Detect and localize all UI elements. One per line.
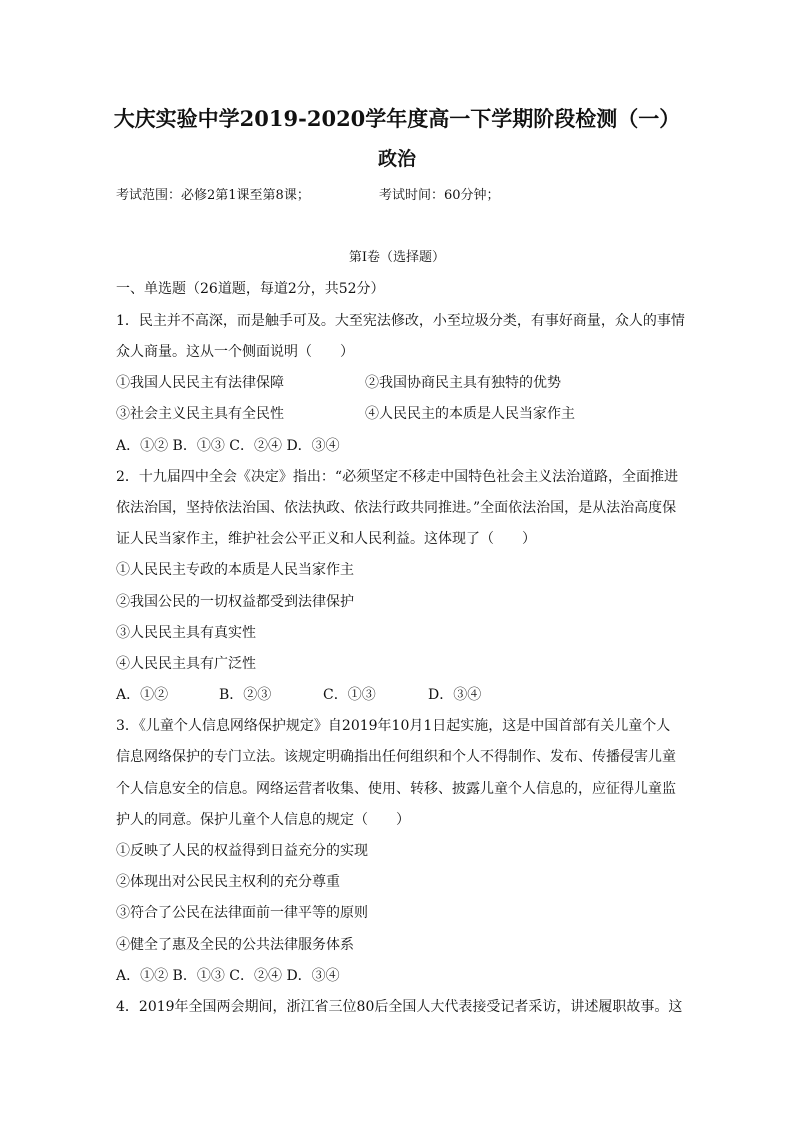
question-3-line-1: 3．《儿童个人信息网络保护规定》自2019年10月1日起实施，这是中国首部有关儿童个人 xyxy=(116,718,671,734)
question-2-option-a: A．①② xyxy=(116,687,169,703)
question-1-options: A．①② B．①③ C．②④ D．③④ xyxy=(116,438,340,454)
question-2-option-b: B．②③ xyxy=(219,687,272,703)
question-1-item-2: ②我国协商民主具有独特的优势 xyxy=(365,375,561,391)
question-3-item-3: ③符合了公民在法律面前一律平等的原则 xyxy=(116,905,368,921)
section-heading: 一、单选题（26道题，每道2分，共52分） xyxy=(116,281,385,297)
question-2-item-3: ③人民民主具有真实性 xyxy=(116,625,256,641)
question-1-line-1: 1．民主并不高深，而是触手可及。大至宪法修改，小至垃圾分类，有事好商量，众人的事情 xyxy=(116,313,685,329)
question-3-item-1: ①反映了人民的权益得到日益充分的实现 xyxy=(116,843,368,859)
question-1-item-3: ③社会主义民主具有全民性 xyxy=(116,406,284,422)
question-4-line-1: 4．2019年全国两会期间，浙江省三位80后全国人大代表接受记者采访，讲述履职故事。这 xyxy=(116,999,683,1015)
question-3-line-2: 信息网络保护的专门立法。该规定明确指出任何组织和个人不得制作、发布、传播侵害儿童 xyxy=(116,749,676,765)
question-2-option-c: C．①③ xyxy=(323,687,376,703)
question-2-options xyxy=(116,685,481,705)
question-2-item-1: ①人民民主专政的本质是人民当家作主 xyxy=(116,562,354,578)
question-2-line-2: 依法治国，坚持依法治国、依法执政、依法行政共同推进。”全面依法治国，是从法治高度保 xyxy=(116,500,677,516)
volume-heading: 第I卷（选择题） xyxy=(348,250,446,265)
question-1-item-4: ④人民民主的本质是人民当家作主 xyxy=(365,406,575,422)
question-3-item-2: ②体现出对公民民主权利的充分尊重 xyxy=(116,874,340,890)
question-2-line-1: 2．十九届四中全会《决定》指出：“必须坚定不移走中国特色社会主义法治道路，全面推进 xyxy=(116,469,679,485)
exam-scope: 考试范围：必修2第1课至第8课； xyxy=(116,188,310,203)
question-2-option-d: D．③④ xyxy=(428,687,482,703)
question-3-options: A．①② B．①③ C．②④ D．③④ xyxy=(116,968,340,984)
question-3-line-3: 个人信息安全的信息。网络运营者收集、使用、转移、披露儿童个人信息的，应征得儿童监 xyxy=(116,781,676,797)
exam-title: 大庆实验中学2019-2020学年度高一下学期阶段检测（一） xyxy=(113,106,681,131)
exam-time: 考试时间：60分钟； xyxy=(379,188,500,203)
question-2-item-4: ④人民民主具有广泛性 xyxy=(116,656,256,672)
question-1-line-2: 众人商量。这从一个侧面说明（ ） xyxy=(116,344,354,360)
question-3-item-4: ④健全了惠及全民的公共法律服务体系 xyxy=(116,937,354,953)
question-2-line-3: 证人民当家作主，维护社会公平正义和人民利益。这体现了（ ） xyxy=(116,531,536,547)
question-1-item-1: ①我国人民民主有法律保障 xyxy=(116,375,284,391)
question-2-item-2: ②我国公民的一切权益都受到法律保护 xyxy=(116,594,354,610)
exam-subject: 政治 xyxy=(377,148,416,170)
question-3-line-4: 护人的同意。保护儿童个人信息的规定（ ） xyxy=(116,812,410,828)
